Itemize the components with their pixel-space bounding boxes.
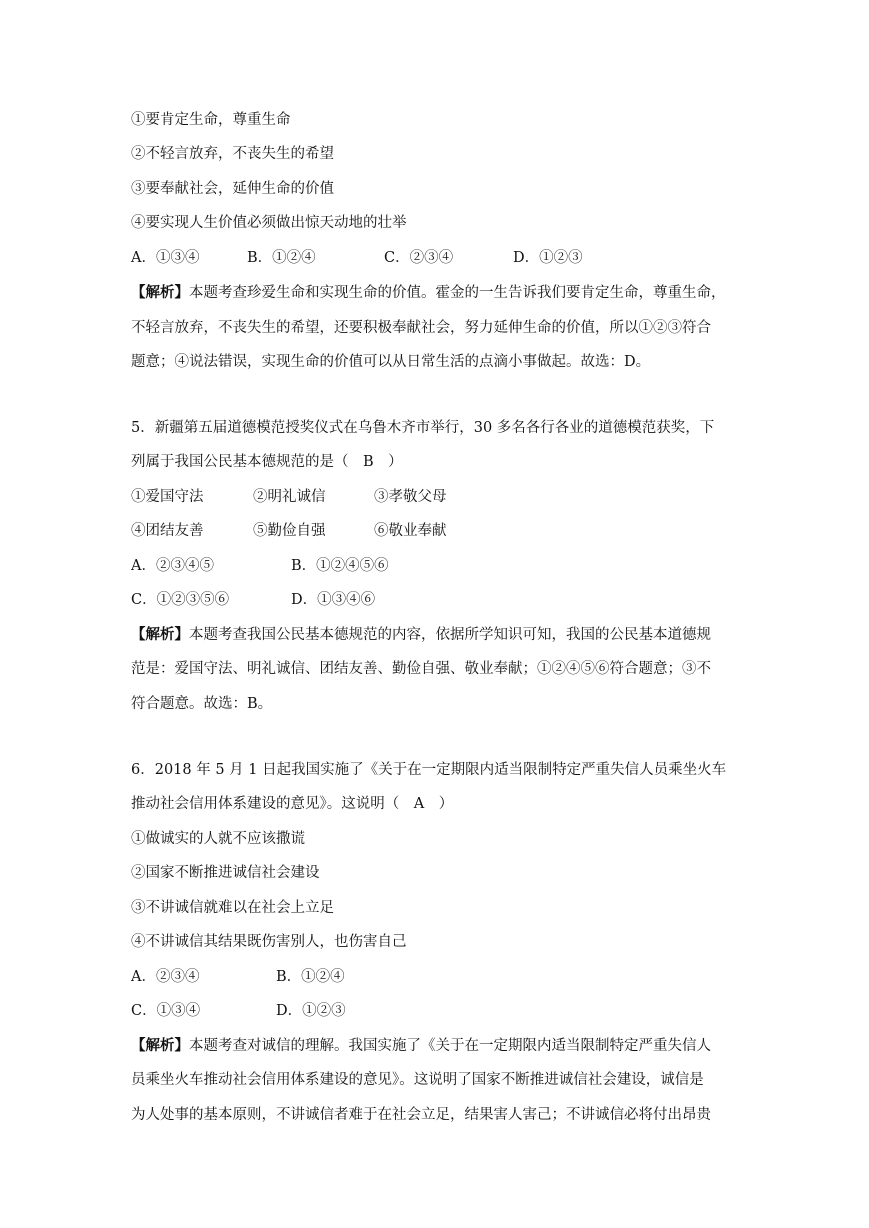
analysis-text: 本题考查珍爱生命和实现生命的价值。霍金的一生告诉我们要肯定生命，尊重生命， (189, 285, 726, 301)
q6-choice-c: C．①③④ (131, 1003, 201, 1019)
q5-choice-d: D．①③④⑥ (291, 592, 376, 608)
q5-statement-6: ⑥敬业奉献 (374, 523, 447, 539)
q6-stem-line-1: 6．2018 年 5 月 1 日起我国实施了《关于在一定期限内适当限制特定严重失信人员乘坐火车 (131, 762, 727, 778)
q5-analysis-line-3: 符合题意。故选：B。 (131, 696, 273, 712)
q4-choice-d: D．①②③ (513, 250, 583, 266)
q6-analysis-line-3: 为人处事的基本原则，不讲诚信者难于在社会立足，结果害人害己；不讲诚信必将付出昂贵 (131, 1107, 711, 1123)
q5-statement-2: ②明礼诚信 (253, 489, 326, 505)
q4-analysis-line-1 (131, 283, 726, 303)
analysis-tag: 【解析】 (131, 284, 189, 301)
q4-statement-4: ④要实现人生价值必须做出惊天动地的壮举 (131, 215, 407, 231)
q6-choice-b: B．①②④ (276, 969, 345, 985)
q5-statement-4: ④团结友善 (131, 523, 204, 539)
q6-statement-4: ④不讲诚信其结果既伤害别人，也伤害自己 (131, 934, 407, 950)
q4-choice-c: C．②③④ (384, 250, 454, 266)
q6-choice-a: A．②③④ (131, 969, 200, 985)
q5-analysis-line-2: 范是：爱国守法、明礼诚信、团结友善、勤俭自强、敬业奉献；①②④⑤⑥符合题意；③不 (131, 661, 711, 677)
q4-analysis-line-3: 题意；④说法错误，实现生命的价值可以从日常生活的点滴小事做起。故选：D。 (131, 354, 651, 370)
q6-analysis-line-2: 员乘坐火车推动社会信用体系建设的意见》。这说明了国家不断推进诚信社会建设，诚信是 (131, 1072, 704, 1088)
analysis-tag: 【解析】 (131, 1037, 189, 1054)
q6-choice-d: D．①②③ (276, 1003, 346, 1019)
q6-statement-3: ③不讲诚信就难以在社会上立足 (131, 900, 334, 916)
q5-stem-line-1: 5．新疆第五届道德模范授奖仪式在乌鲁木齐市举行，30 多名各行各业的道德模范获奖，下 (131, 420, 715, 436)
q5-choice-c: C．①②③⑤⑥ (131, 592, 230, 608)
analysis-text: 本题考查对诚信的理解。我国实施了《关于在一定期限内适当限制特定严重失信人 (189, 1038, 711, 1054)
q5-stem-line-2: 列属于我国公民基本德规范的是（ B ） (131, 454, 403, 470)
q5-choice-a: A．②③④⑤ (131, 558, 214, 574)
q5-choice-b: B．①②④⑤⑥ (291, 558, 389, 574)
q5-statement-5: ⑤勤俭自强 (253, 523, 326, 539)
q6-analysis-line-1 (131, 1036, 711, 1056)
q4-statement-2: ②不轻言放弃，不丧失生的希望 (131, 146, 334, 162)
q4-statement-1: ①要肯定生命，尊重生命 (131, 112, 291, 128)
q4-choice-b: B．①②④ (247, 250, 316, 266)
q4-statement-3: ③要奉献社会，延伸生命的价值 (131, 181, 334, 197)
q5-statement-3: ③孝敬父母 (374, 489, 447, 505)
analysis-text: 本题考查我国公民基本德规范的内容，依据所学知识可知，我国的公民基本道德规 (189, 627, 711, 643)
analysis-tag: 【解析】 (131, 626, 189, 643)
q4-analysis-line-2: 不轻言放弃，不丧失生的希望，还要积极奉献社会，努力延伸生命的价值，所以①②③符合 (131, 320, 711, 336)
q4-choice-a: A．①③④ (131, 250, 200, 266)
q5-analysis-line-1 (131, 625, 711, 645)
q6-statement-2: ②国家不断推进诚信社会建设 (131, 865, 320, 881)
q6-stem-line-2: 推动社会信用体系建设的意见》。这说明（ A ） (131, 796, 454, 812)
q5-statement-1: ①爱国守法 (131, 489, 204, 505)
q6-statement-1: ①做诚实的人就不应该撒谎 (131, 831, 305, 847)
